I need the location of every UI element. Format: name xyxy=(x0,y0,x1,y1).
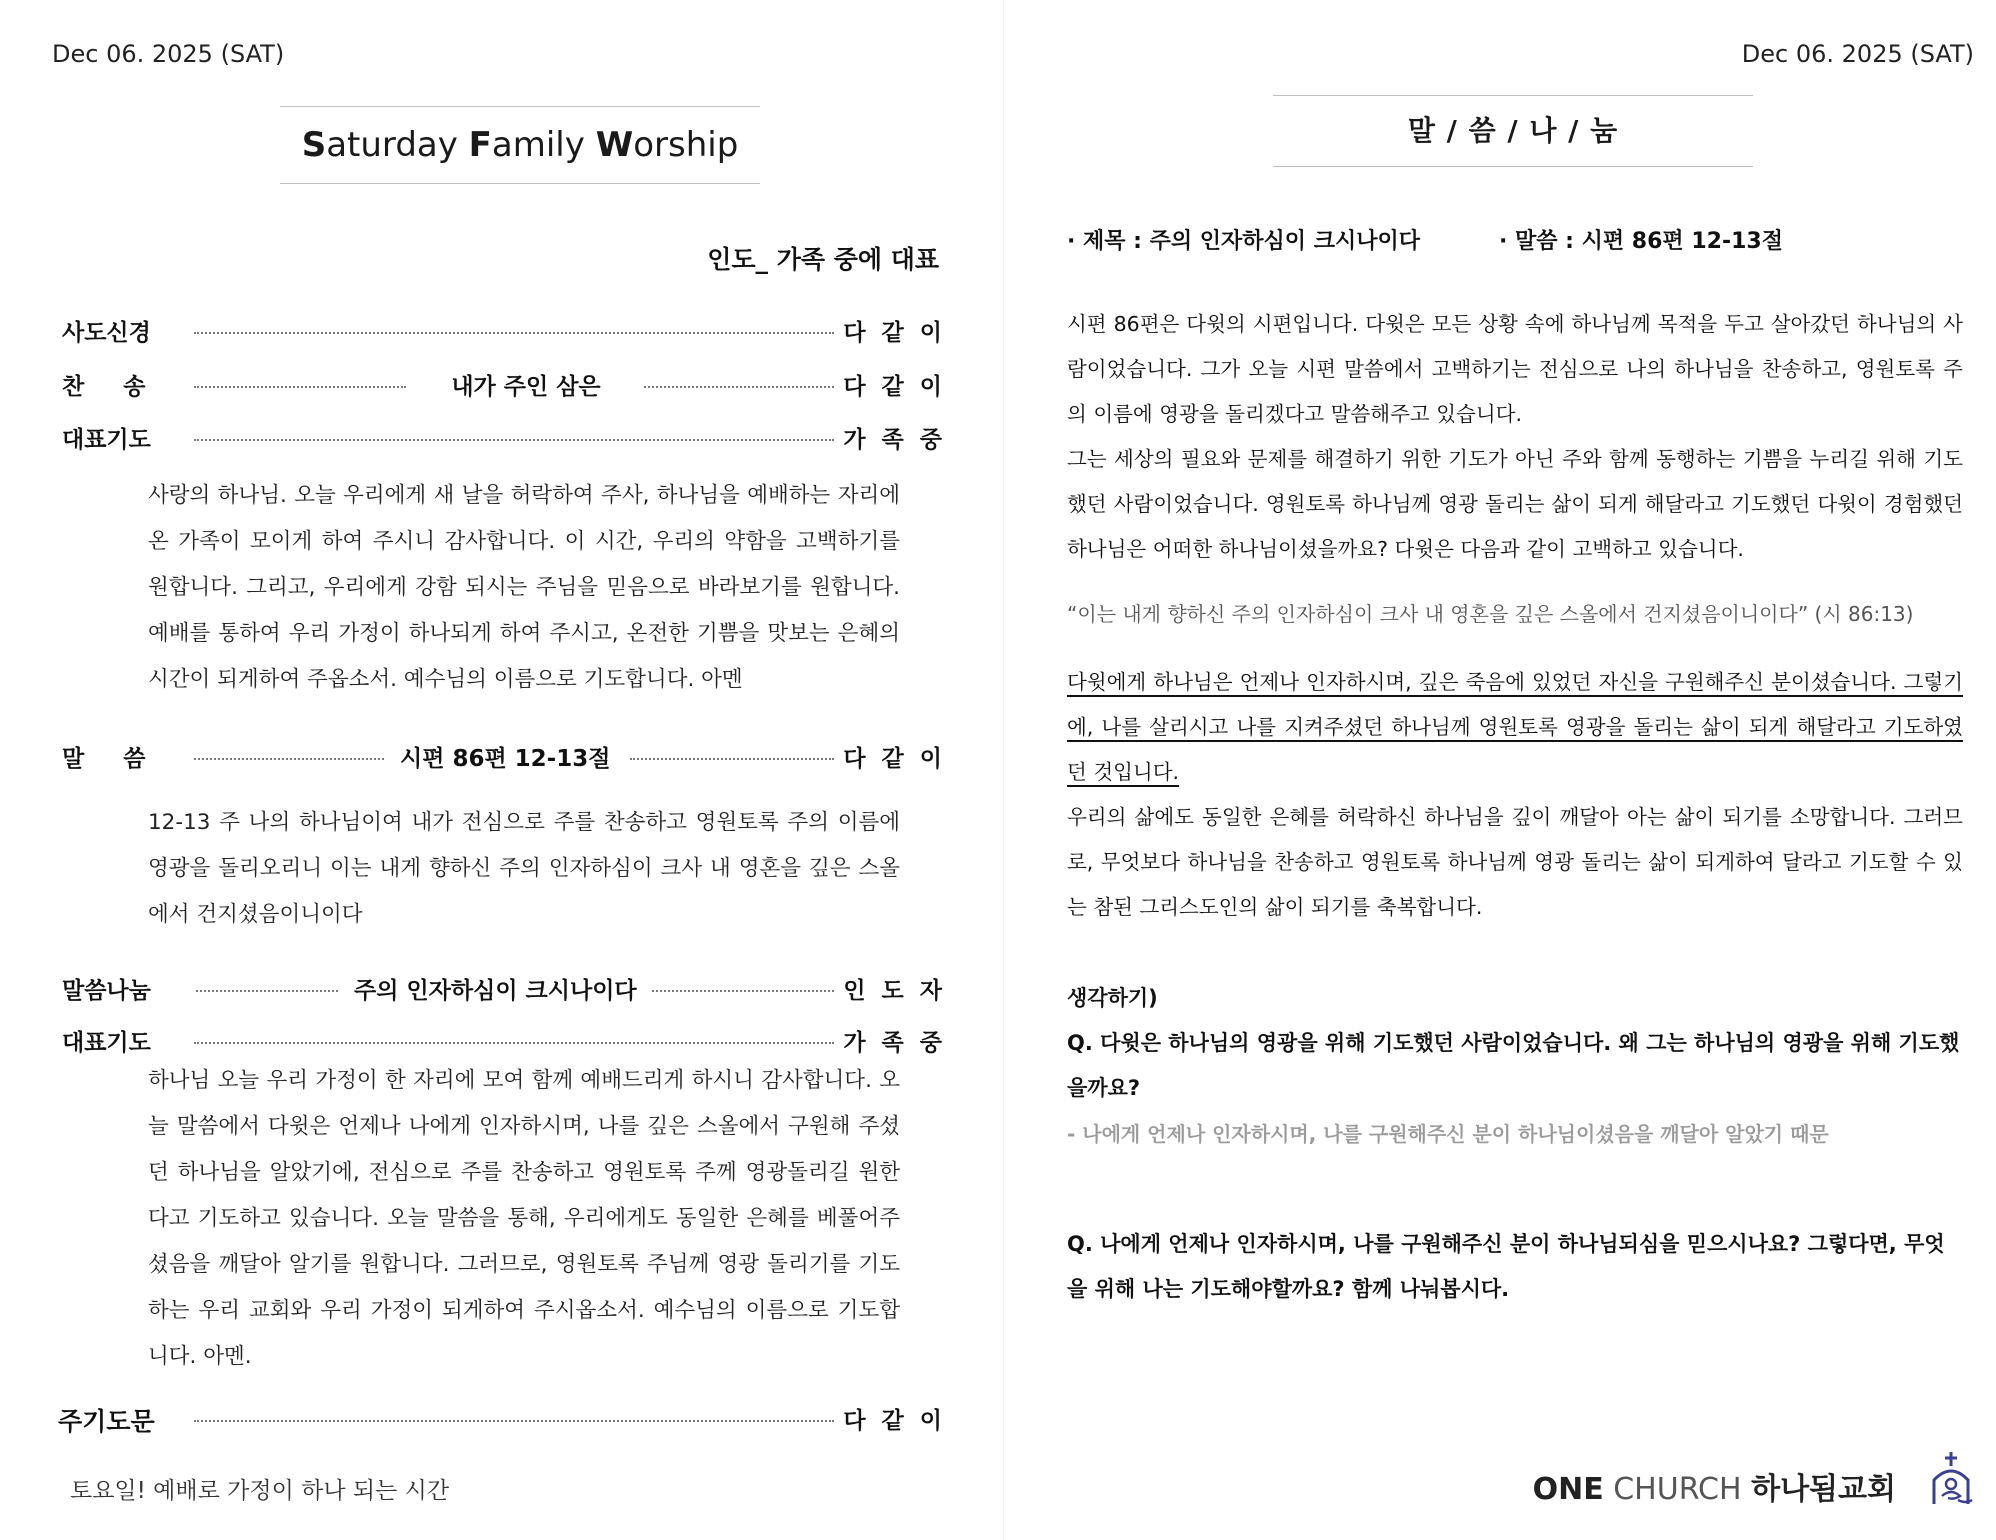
order-participant: 다 같 이 xyxy=(843,746,946,772)
sermon-scripture: · 말씀 : 시편 86편 12-13절 xyxy=(1499,229,1783,254)
dot-leader xyxy=(196,990,338,992)
dot-leader xyxy=(644,386,834,388)
order-label: 말 씀 xyxy=(62,746,146,772)
closing-prayer-text: 하나님 오늘 우리 가정이 한 자리에 모여 함께 예배드리게 하시니 감사합니다. 오늘 말씀에서 다윗은 언제나 나에게 인자하시며, 나를 깊은 스올에서 구원해 주셨던 하나님을 알았기에, 전심으로 주를 찬송하고 영원토록 주께 영광돌리길 원한다고 기도하고 있습니다. 오늘 말씀을 통해, 우리에게도 동일한 은혜를 베풀어주셨음을 깨달아 알기를 원합니다. 그러므로, 영원토록 주님께 영광 돌리기를 기도하는 우리 교회와 우리 가정이 되게하여 주시옵소서. 예수님의 이름으로 기도합니다. 아멘. xyxy=(148,1068,900,1369)
order-creed xyxy=(62,314,946,350)
sermon-subject: · 제목 : 주의 인자하심이 크시나이다 xyxy=(1067,229,1420,254)
order-label: 대표기도 xyxy=(62,1030,151,1056)
church-cross-logo-icon xyxy=(1928,1450,1974,1512)
scripture-reference: 시편 86편 12-13절 xyxy=(400,746,611,772)
title-w: W xyxy=(595,125,634,165)
scripture-quote: “이는 내게 향하신 주의 인자하심이 크사 내 영혼을 깊은 스올에서 건지셨음이니이다” (시 86:13) xyxy=(1067,602,1914,626)
title-part: amily xyxy=(491,125,596,165)
paragraph-3 xyxy=(1067,660,1963,795)
paragraph-2: 그는 세상의 필요와 문제를 해결하기 위한 기도가 아닌 주와 함께 동행하는 기쁨을 누리길 위해 기도했던 사람이었습니다. 영원토록 하나님께 영광 돌리는 삶이 되게 해달라고 기도했던 다윗이 경험했던 하나님은 어떠한 하나님이셨을까요? 다윗은 다음과 같이 고백하고 있습니다. xyxy=(1067,447,1963,561)
opening-prayer-text: 사랑의 하나님. 오늘 우리에게 새 날을 허락하여 주사, 하나님을 예배하는 자리에 온 가족이 모이게 하여 주시니 감사합니다. 이 시간, 우리의 약함을 고백하기를 원합니다. 그리고, 우리에게 강함 되시는 주님을 믿음으로 바라보기를 원합니다. 예배를 통하여 우리 가정이 하나되게 하여 주시고, 온전한 기쁨을 맛보는 은혜의 시간이 되게하여 주옵소서. 예수님의 이름으로 기도합니다. 아멘 xyxy=(148,483,900,692)
title-f: F xyxy=(468,125,492,165)
dot-leader xyxy=(194,332,834,334)
order-label: 대표기도 xyxy=(62,427,151,453)
brand-one: ONE xyxy=(1532,1472,1604,1507)
order-participant: 다 같 이 xyxy=(843,374,946,400)
church-brand xyxy=(1533,1464,1896,1508)
underlined-text: 다윗에게 하나님은 언제나 인자하시며, 깊은 죽음에 있었던 자신을 구원해주신 분이셨습니다. 그렇기에, 나를 살리시고 나를 지켜주셨던 하나님께 영원토록 영광을 돌리는 삶이 되게 해달라고 기도하였던 것입니다. xyxy=(1067,670,1963,784)
right-page xyxy=(1003,0,1996,1540)
order-prayer2 xyxy=(62,1024,946,1060)
paragraph-4: 우리의 삶에도 동일한 은혜를 허락하신 하나님을 깊이 깨달아 아는 삶이 되기를 소망합니다. 그러므로, 무엇보다 하나님을 찬송하고 영원토록 하나님께 영광 돌리는 삶이 되게하여 달라고 기도할 수 있는 참된 그리스도인의 삶이 되기를 축복합니다. xyxy=(1067,805,1963,919)
order-participant: 다 같 이 xyxy=(843,1408,946,1434)
sermon-title: 주의 인자하심이 크시나이다 xyxy=(354,978,637,1004)
dot-leader xyxy=(194,386,406,388)
order-label: 주기도문 xyxy=(58,1407,155,1436)
left-date: Dec 06. 2025 (SAT) xyxy=(52,40,285,68)
footer-slogan: 토요일! 예배로 가정이 하나 되는 시간 xyxy=(70,1478,450,1504)
dot-leader xyxy=(194,1042,834,1044)
think-heading: 생각하기) xyxy=(1067,986,1158,1010)
order-sharing xyxy=(62,972,946,1008)
order-participant: 다 같 이 xyxy=(843,320,946,346)
paragraph-1: 시편 86편은 다윗의 시편입니다. 다윗은 모든 상황 속에 하나님께 목적을 두고 살아갔던 하나님의 사람이었습니다. 그가 오늘 시편 말씀에서 고백하기는 전심으로 나의 하나님을 찬송하고, 영원토록 주의 이름에 영광을 돌리겠다고 말씀해주고 있습니다. xyxy=(1067,312,1963,426)
order-hymn xyxy=(62,368,946,404)
dot-leader xyxy=(652,990,834,992)
order-participant: 가 족 중 xyxy=(843,1030,946,1056)
order-label: 찬 송 xyxy=(62,374,146,400)
question-1: Q. 다윗은 하나님의 영광을 위해 기도했던 사람이었습니다. 왜 그는 하나님의 영광을 위해 기도했을까요? xyxy=(1067,1031,1960,1100)
dot-leader xyxy=(194,1420,834,1422)
question-2: Q. 나에게 언제나 인자하시며, 나를 구원해주신 분이 하나님되심을 믿으시나요? 그렇다면, 무엇을 위해 나는 기도해야할까요? 함께 나눠봅시다. xyxy=(1067,1232,1945,1301)
order-scripture xyxy=(62,740,946,776)
order-lords-prayer xyxy=(58,1402,946,1438)
dot-leader xyxy=(194,439,834,441)
dot-leader xyxy=(194,758,384,760)
brand-church: CHURCH xyxy=(1603,1472,1752,1507)
worship-title xyxy=(280,106,760,184)
order-label: 말씀나눔 xyxy=(62,978,151,1004)
title-part: orship xyxy=(633,125,739,165)
worship-leader: 인도_ 가족 중에 대표 xyxy=(707,245,939,274)
answer-1: - 나에게 언제나 인자하시며, 나를 구원해주신 분이 하나님이셨음을 깨달아 알았기 때문 xyxy=(1067,1122,1829,1146)
sharing-title: 말 / 씀 / 나 / 눔 xyxy=(1273,95,1753,167)
right-date: Dec 06. 2025 (SAT) xyxy=(1741,40,1974,68)
hymn-title: 내가 주인 삼은 xyxy=(451,374,601,400)
brand-korean: 하나됨교회 xyxy=(1751,1472,1896,1507)
scripture-text: 12-13 주 나의 하나님이여 내가 전심으로 주를 찬송하고 영원토록 주의 이름에 영광을 돌리오리니 이는 내게 향하신 주의 인자하심이 크사 내 영혼을 깊은 스올에서 건지셨음이니이다 xyxy=(148,810,900,927)
order-prayer1 xyxy=(62,421,946,457)
order-participant: 인 도 자 xyxy=(843,978,946,1004)
order-label: 사도신경 xyxy=(62,320,151,346)
order-participant: 가 족 중 xyxy=(843,427,946,453)
dot-leader xyxy=(630,758,834,760)
title-part: aturday xyxy=(326,125,469,165)
title-s: S xyxy=(301,125,327,165)
